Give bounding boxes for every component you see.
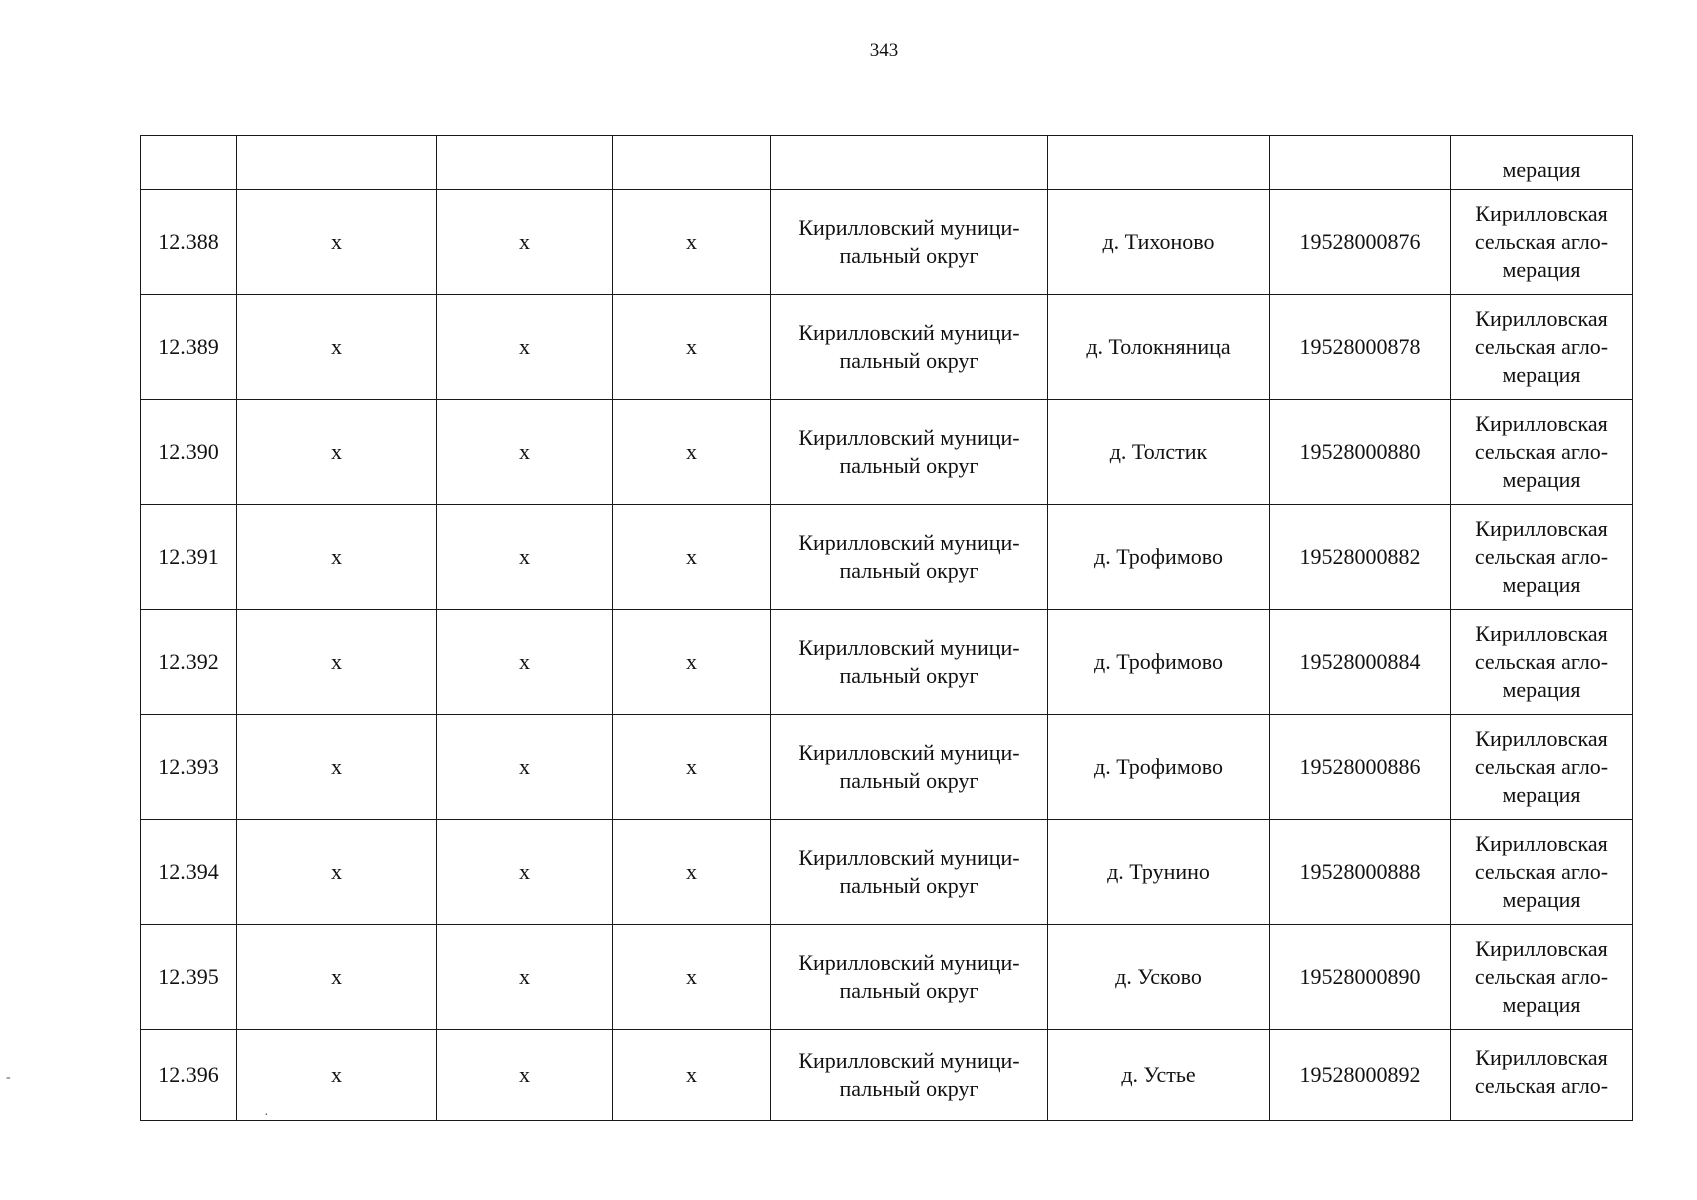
settlement-type: Кирилловская сельская агло- мерация [1451, 400, 1633, 505]
settlement-name: д. Усково [1048, 925, 1270, 1030]
settlement-type: Кирилловская сельская агло- мерация [1451, 610, 1633, 715]
table-row [141, 505, 1633, 610]
settlement-type: Кирилловская сельская агло- мерация [1451, 925, 1633, 1030]
settlement-name: д. Тихоново [1048, 190, 1270, 295]
row-number: 12.391 [141, 505, 237, 610]
oktmo-code: 19528000892 [1270, 1030, 1451, 1121]
col3-mark: х [437, 715, 613, 820]
settlement-type: Кирилловская сельская агло- мерация [1451, 715, 1633, 820]
row-number: 12.396 [141, 1030, 237, 1121]
empty-cell [771, 136, 1048, 190]
col2-mark: х [237, 715, 437, 820]
col2-mark: х [237, 505, 437, 610]
district-name: Кирилловский муници- пальный округ [771, 820, 1048, 925]
scan-mark: · [264, 1108, 269, 1123]
settlement-name: д. Трофимово [1048, 505, 1270, 610]
district-name: Кирилловский муници- пальный округ [771, 295, 1048, 400]
settlement-type: Кирилловская сельская агло- [1451, 1030, 1633, 1121]
district-name: Кирилловский муници- пальный округ [771, 190, 1048, 295]
col3-mark: х [437, 505, 613, 610]
table-body [141, 136, 1633, 1121]
oktmo-code: 19528000880 [1270, 400, 1451, 505]
col3-mark: х [437, 820, 613, 925]
row-number: 12.393 [141, 715, 237, 820]
col3-mark: х [437, 190, 613, 295]
table-row [141, 925, 1633, 1030]
col3-mark: х [437, 400, 613, 505]
table-row [141, 295, 1633, 400]
col2-mark: х [237, 820, 437, 925]
empty-cell [141, 136, 237, 190]
district-name: Кирилловский муници- пальный округ [771, 610, 1048, 715]
settlement-type: Кирилловская сельская агло- мерация [1451, 295, 1633, 400]
oktmo-code: 19528000876 [1270, 190, 1451, 295]
settlement-name: д. Устье [1048, 1030, 1270, 1121]
row-number: 12.389 [141, 295, 237, 400]
row-number: 12.395 [141, 925, 237, 1030]
col3-mark: х [437, 1030, 613, 1121]
settlement-register-table [140, 135, 1633, 1121]
scan-mark: - [6, 1070, 11, 1085]
settlement-name: д. Трофимово [1048, 715, 1270, 820]
settlement-type: Кирилловская сельская агло- мерация [1451, 190, 1633, 295]
oktmo-code: 19528000888 [1270, 820, 1451, 925]
oktmo-code: 19528000878 [1270, 295, 1451, 400]
table-row [141, 190, 1633, 295]
continuation-text: мерация [1451, 136, 1633, 190]
row-number: 12.390 [141, 400, 237, 505]
district-name: Кирилловский муници- пальный округ [771, 1030, 1048, 1121]
col2-mark: х [237, 295, 437, 400]
col4-mark: х [613, 610, 771, 715]
page-number: 343 [869, 40, 899, 61]
empty-cell [237, 136, 437, 190]
col2-mark: х [237, 610, 437, 715]
row-number: 12.388 [141, 190, 237, 295]
settlement-type: Кирилловская сельская агло- мерация [1451, 505, 1633, 610]
col4-mark: х [613, 820, 771, 925]
col4-mark: х [613, 505, 771, 610]
table-row [141, 1030, 1633, 1121]
col2-mark: х [237, 190, 437, 295]
row-number: 12.392 [141, 610, 237, 715]
settlement-name: д. Трофимово [1048, 610, 1270, 715]
settlement-name: д. Толстик [1048, 400, 1270, 505]
row-number: 12.394 [141, 820, 237, 925]
col4-mark: х [613, 295, 771, 400]
table-row [141, 820, 1633, 925]
col2-mark: х [237, 400, 437, 505]
col3-mark: х [437, 925, 613, 1030]
col3-mark: х [437, 610, 613, 715]
continuation-row [141, 136, 1633, 190]
empty-cell [437, 136, 613, 190]
col2-mark: х [237, 1030, 437, 1121]
oktmo-code: 19528000884 [1270, 610, 1451, 715]
col4-mark: х [613, 190, 771, 295]
oktmo-code: 19528000890 [1270, 925, 1451, 1030]
oktmo-code: 19528000882 [1270, 505, 1451, 610]
col4-mark: х [613, 400, 771, 505]
col3-mark: х [437, 295, 613, 400]
empty-cell [1270, 136, 1451, 190]
empty-cell [1048, 136, 1270, 190]
district-name: Кирилловский муници- пальный округ [771, 715, 1048, 820]
empty-cell [613, 136, 771, 190]
oktmo-code: 19528000886 [1270, 715, 1451, 820]
table-row [141, 715, 1633, 820]
district-name: Кирилловский муници- пальный округ [771, 925, 1048, 1030]
col2-mark: х [237, 925, 437, 1030]
district-name: Кирилловский муници- пальный округ [771, 505, 1048, 610]
settlement-name: д. Трунино [1048, 820, 1270, 925]
table-row [141, 610, 1633, 715]
district-name: Кирилловский муници- пальный округ [771, 400, 1048, 505]
table-row [141, 400, 1633, 505]
settlement-type: Кирилловская сельская агло- мерация [1451, 820, 1633, 925]
col4-mark: х [613, 1030, 771, 1121]
col4-mark: х [613, 715, 771, 820]
settlement-name: д. Толокняница [1048, 295, 1270, 400]
col4-mark: х [613, 925, 771, 1030]
